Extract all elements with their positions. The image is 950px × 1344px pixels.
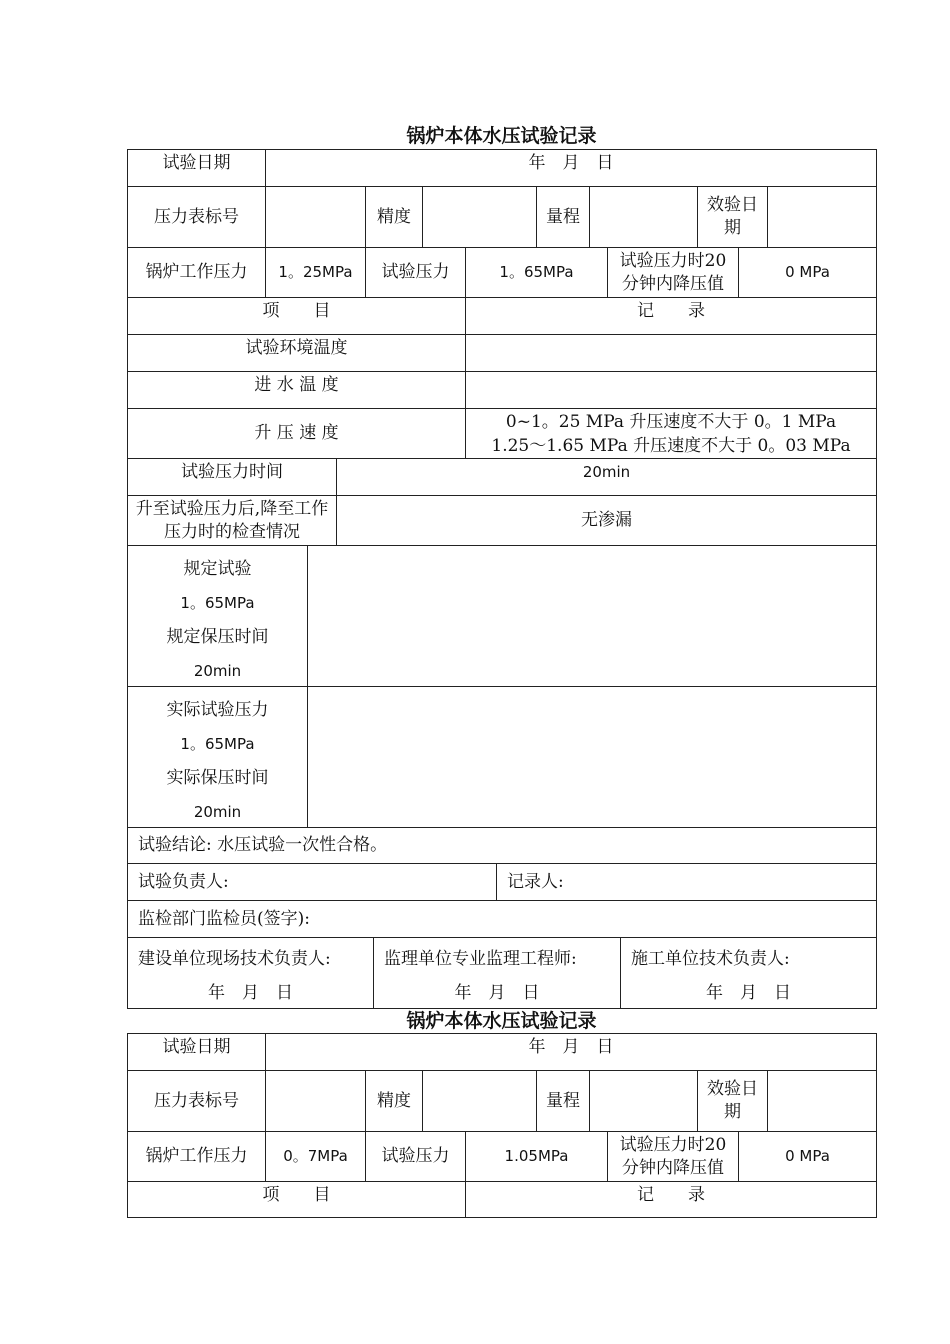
calibration-label: 效验日期 [698,187,768,248]
range-value-2[interactable] [590,1071,698,1132]
pressure-drop-value[interactable]: 0 MPa [739,248,877,298]
record-header: 记 录 [466,298,877,335]
test-pressure-value[interactable]: 1。65MPa [466,248,608,298]
gauge-no-label: 压力表标号 [128,187,266,248]
range-value[interactable] [590,187,698,248]
supervisor-sign-date: 年 月 日 [454,983,540,1003]
supervisor-sign-block[interactable] [374,938,621,1009]
env-temp-label: 试验环境温度 [128,335,466,372]
specified-test-label: 规定试验 [183,559,252,579]
actual-test-value: 1。65MPa [180,735,255,753]
record-header-2: 记 录 [466,1182,877,1218]
item-header-2: 项 目 [128,1182,466,1218]
form1-table [127,149,877,1009]
owner-sign-date: 年 月 日 [208,983,293,1003]
work-pressure-label: 锅炉工作压力 [128,248,266,298]
test-leader-label: 试验负责人: [128,864,497,901]
inspection-value[interactable]: 无渗漏 [337,496,877,546]
hold-time-label: 试验压力时间 [128,459,337,496]
form1-title: 锅炉本体水压试验记录 [406,125,597,147]
test-pressure-label: 试验压力 [366,248,466,298]
supervisor-label: 监理单位专业监理工程师: [384,949,577,969]
owner-sign-block[interactable] [128,938,374,1009]
specified-test-block [128,546,308,687]
rise-rate-label: 升 压 速 度 [128,409,466,459]
gauge-no-label-2: 压力表标号 [128,1071,266,1132]
env-temp-value[interactable] [466,335,877,372]
rise-rate-line-1: 0~1。25 MPa 升压速度不大于 0。1 MPa [505,411,837,432]
test-pressure-label-2: 试验压力 [366,1132,466,1182]
contractor-sign-date: 年 月 日 [706,983,791,1003]
specified-hold-value: 20min [193,662,242,680]
recorder-label: 记录人: [497,864,877,901]
range-label: 量程 [537,187,590,248]
range-label-2: 量程 [537,1071,590,1132]
actual-hold-label: 实际保压时间 [166,768,269,788]
accuracy-value-2[interactable] [423,1071,537,1132]
test-date-value[interactable]: 年 月 日 [266,150,877,187]
water-temp-label: 进 水 温 度 [128,372,466,409]
actual-test-label: 实际试验压力 [166,700,269,720]
contractor-label: 施工单位技术负责人: [631,949,790,969]
specified-hold-label: 规定保压时间 [166,627,269,647]
accuracy-label-2: 精度 [366,1071,423,1132]
actual-test-block [128,687,308,828]
inspection-label: 升至试验压力后,降至工作压力时的检查情况 [128,496,337,546]
item-header: 项 目 [128,298,466,335]
pressure-drop-label-2: 试验压力时20分钟内降压值 [608,1132,739,1182]
specified-test-value: 1。65MPa [180,594,255,612]
pressure-drop-label: 试验压力时20分钟内降压值 [608,248,739,298]
actual-test-notes[interactable] [308,687,877,828]
pressure-drop-value-2[interactable]: 0 MPa [739,1132,877,1182]
specified-test-notes[interactable] [308,546,877,687]
owner-label: 建设单位现场技术负责人: [138,949,331,969]
work-pressure-value-2[interactable]: 0。7MPa [266,1132,366,1182]
contractor-sign-block[interactable] [621,938,877,1009]
inspector-label: 监检部门监检员(签字): [128,901,877,938]
gauge-no-value[interactable] [266,187,366,248]
test-date-label: 试验日期 [128,150,266,187]
test-date-value-2[interactable]: 年 月 日 [266,1034,877,1071]
rise-rate-line-2: 1.25～1.65 MPa 升压速度不大于 0。03 MPa [491,435,851,456]
conclusion: 试验结论: 水压试验一次性合格。 [128,828,877,864]
work-pressure-label-2: 锅炉工作压力 [128,1132,266,1182]
actual-hold-value: 20min [193,803,242,821]
accuracy-label: 精度 [366,187,423,248]
gauge-no-value-2[interactable] [266,1071,366,1132]
accuracy-value[interactable] [423,187,537,248]
form2-title: 锅炉本体水压试验记录 [406,1010,597,1032]
calibration-value-2[interactable] [768,1071,877,1132]
calibration-value[interactable] [768,187,877,248]
work-pressure-value[interactable]: 1。25MPa [266,248,366,298]
hold-time-value[interactable]: 20min [337,459,877,496]
rise-rate-value[interactable] [466,409,877,459]
test-date-label-2: 试验日期 [128,1034,266,1071]
test-pressure-value-2[interactable]: 1.05MPa [466,1132,608,1182]
form2-table [127,1033,877,1218]
calibration-label-2: 效验日期 [698,1071,768,1132]
water-temp-value[interactable] [466,372,877,409]
